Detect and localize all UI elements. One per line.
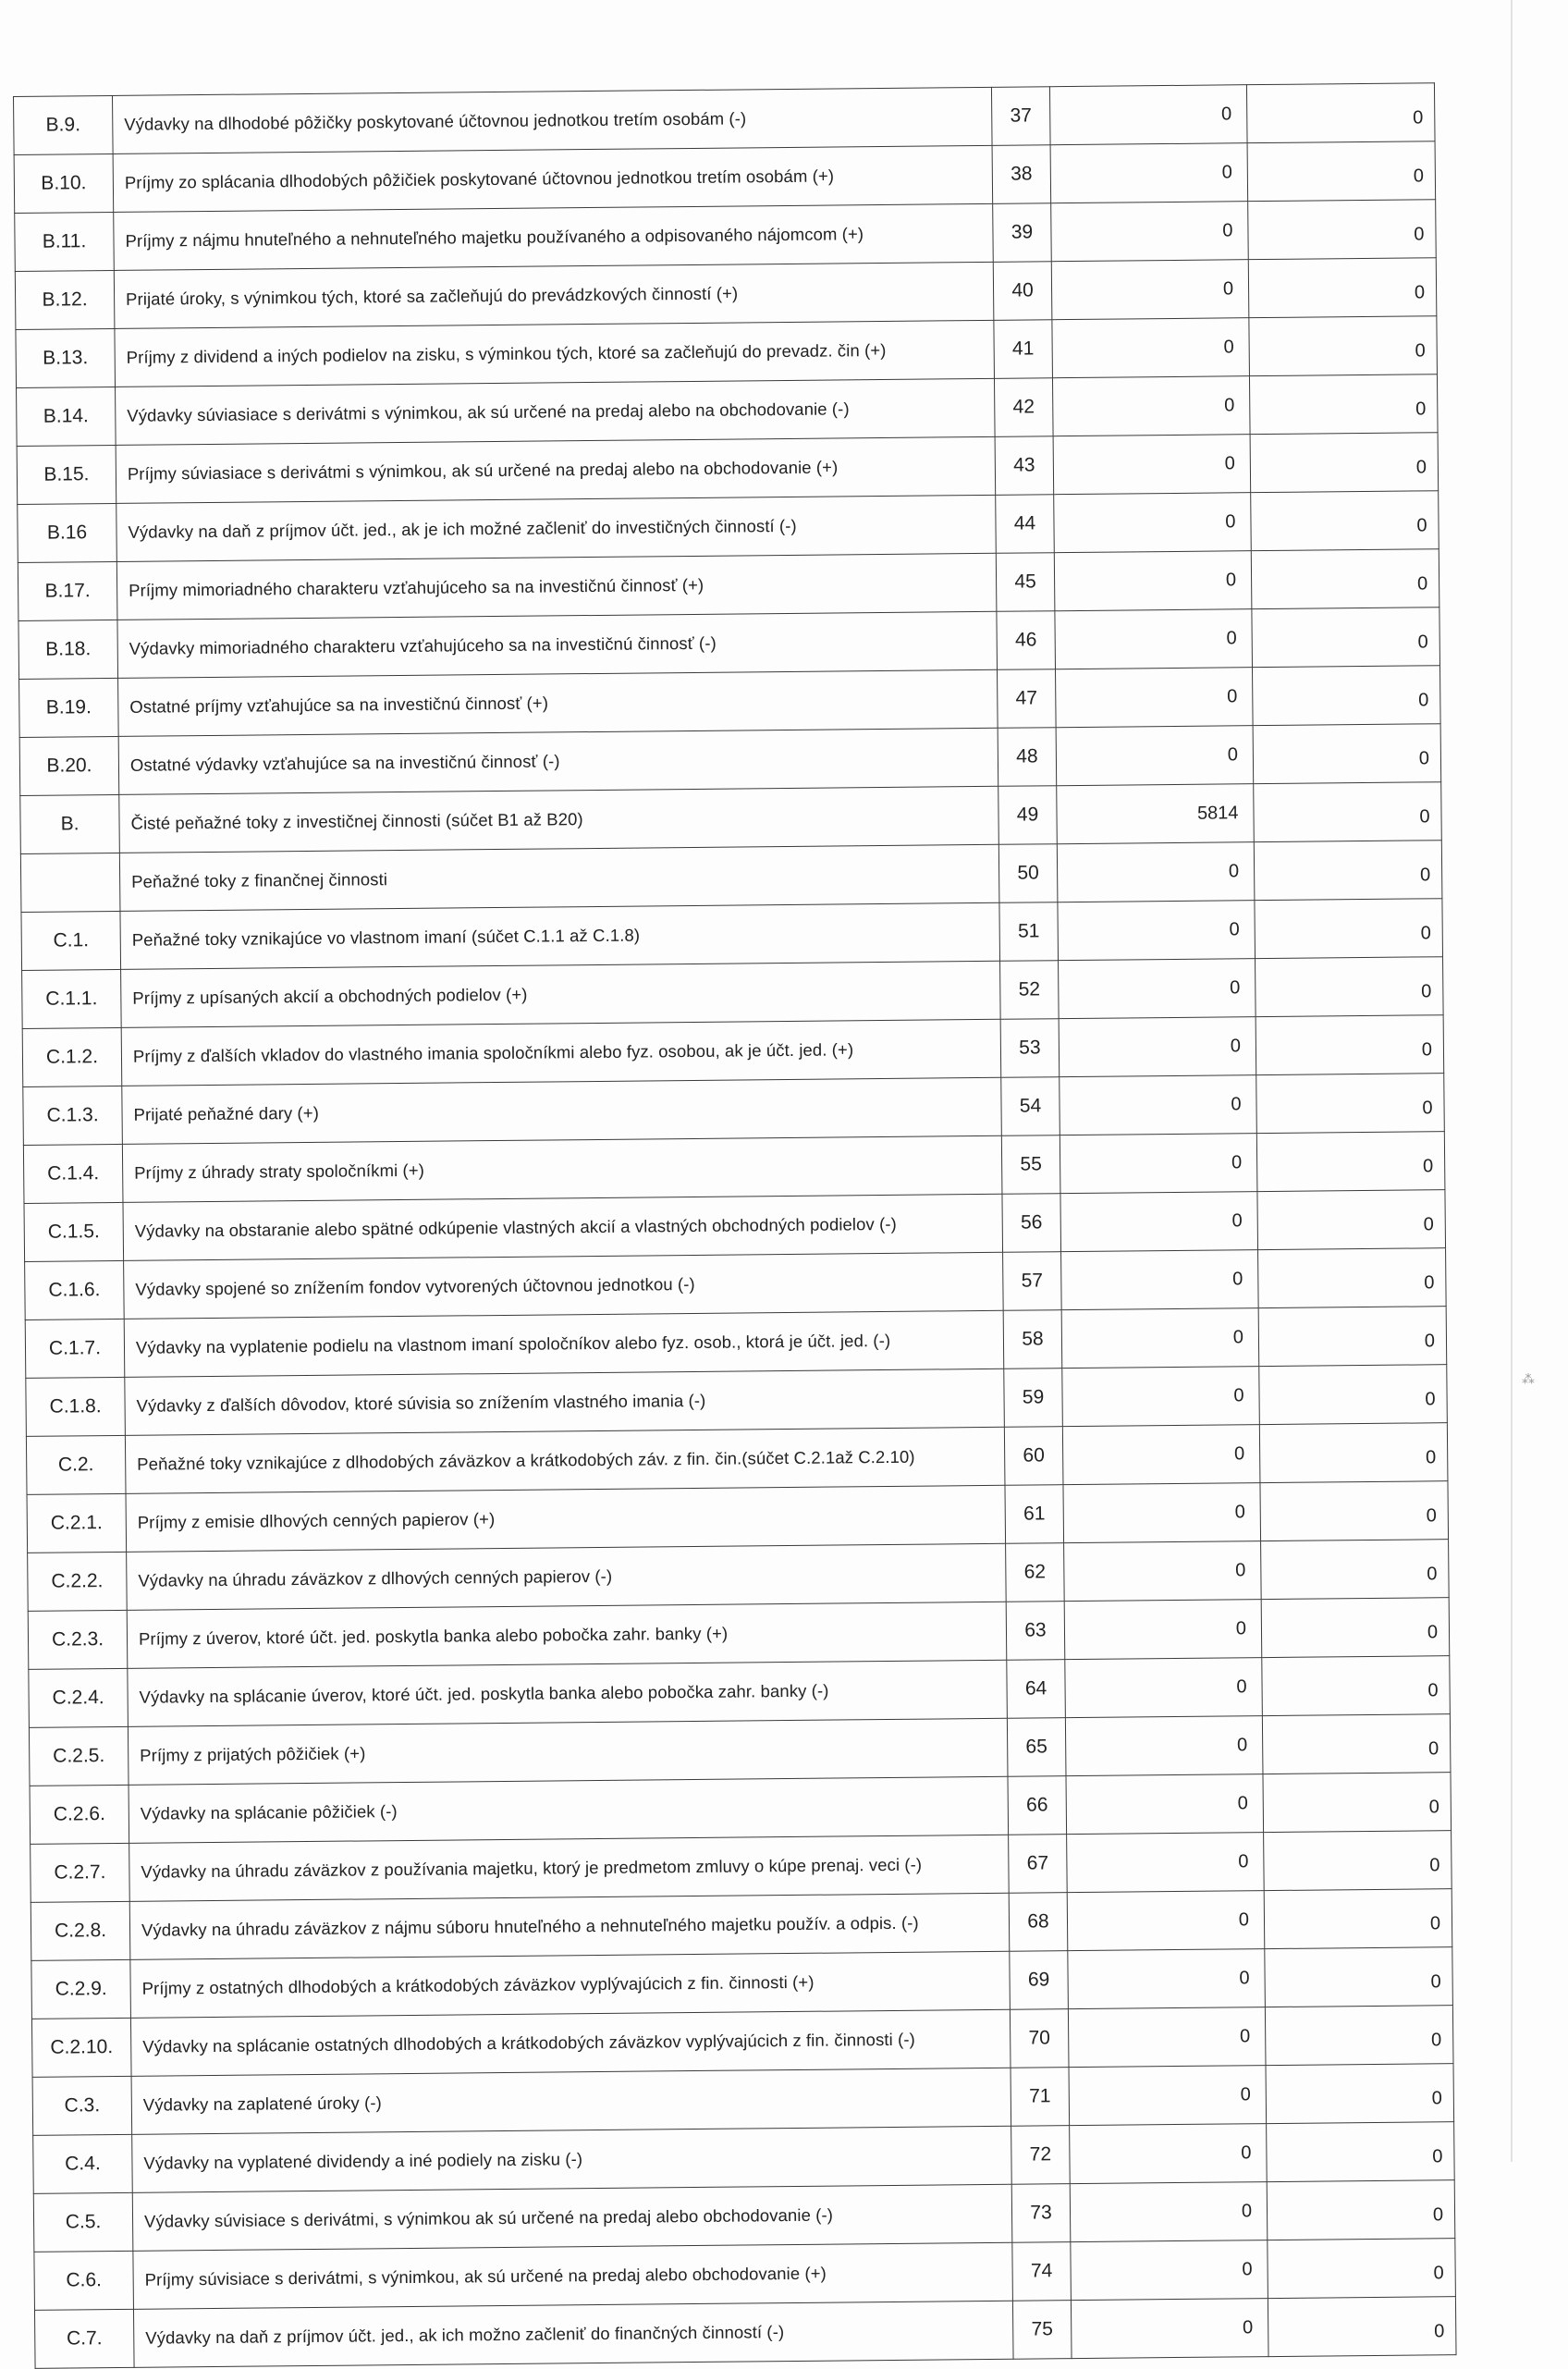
row-line-number: 43 <box>995 436 1054 496</box>
row-line-number: 38 <box>992 145 1051 204</box>
row-description: Výdavky na úhradu záväzkov z dlhových cenných papierov (-) <box>127 1543 1007 1610</box>
row-code: B.13. <box>16 328 116 387</box>
row-line-number: 49 <box>998 786 1058 845</box>
row-previous-period-value: 0 <box>1267 2180 1455 2240</box>
row-line-number: 70 <box>1010 2009 1069 2068</box>
row-previous-period-value: 0 <box>1266 2064 1454 2124</box>
row-code: C.1.8. <box>26 1377 126 1436</box>
row-current-period-value: 5814 <box>1057 784 1255 844</box>
row-current-period-value: 0 <box>1051 202 1249 262</box>
row-code: B.16 <box>18 503 117 562</box>
row-current-period-value: 0 <box>1061 1308 1259 1369</box>
row-code: C.2.7. <box>31 1843 130 1902</box>
row-previous-period-value: 0 <box>1262 1656 1451 1716</box>
row-previous-period-value: 0 <box>1249 316 1438 376</box>
row-description: Príjmy z ďalších vkladov do vlastného imania spoločníkmi alebo fyz. osobou, ak je účt. jed. (+) <box>121 1019 1001 1086</box>
row-description: Príjmy z nájmu hnuteľného a nehnuteľného majetku používaného a odpisovaného nájomcom (+) <box>114 203 994 270</box>
row-current-period-value: 0 <box>1068 2007 1266 2068</box>
cash-flow-sheet <box>13 83 1445 2369</box>
row-previous-period-value: 0 <box>1261 1540 1450 1600</box>
row-code: B.19. <box>19 678 119 737</box>
row-code: C.2.4. <box>29 1668 129 1727</box>
row-code: C.1.5. <box>24 1202 124 1261</box>
row-previous-period-value: 0 <box>1259 1423 1448 1483</box>
row-line-number: 69 <box>1010 1951 1069 2010</box>
row-previous-period-value: 0 <box>1256 1132 1445 1192</box>
row-previous-period-value: 0 <box>1251 491 1439 551</box>
row-code <box>20 853 120 912</box>
row-line-number: 51 <box>999 902 1059 962</box>
row-description: Príjmy z emisie dlhových cenných papierov (+) <box>126 1485 1006 1552</box>
row-code: C.1.7. <box>25 1319 125 1378</box>
row-current-period-value: 0 <box>1071 2299 1268 2359</box>
row-description: Príjmy z prijatých pôžičiek (+) <box>128 1718 1008 1785</box>
row-previous-period-value: 0 <box>1253 724 1441 784</box>
row-code: C.2.5. <box>29 1726 129 1786</box>
row-description: Výdavky na daň z príjmov účt. jed., ak je ich možné začleniť do investičných činností (-) <box>116 495 997 561</box>
row-code: B. <box>20 794 120 853</box>
row-previous-period-value: 0 <box>1267 2122 1455 2182</box>
row-code: C.7. <box>34 2309 134 2368</box>
row-description: Čisté peňažné toky z investičnej činnosti (súčet B1 až B20) <box>119 786 999 853</box>
row-previous-period-value: 0 <box>1261 1598 1450 1658</box>
row-previous-period-value: 0 <box>1264 1831 1452 1891</box>
row-previous-period-value: 0 <box>1252 666 1440 726</box>
row-code: B.15. <box>17 445 116 504</box>
row-current-period-value: 0 <box>1064 1600 1262 1660</box>
row-code: C.2.10. <box>31 2018 131 2077</box>
row-current-period-value: 0 <box>1060 1192 1258 1252</box>
row-line-number: 73 <box>1011 2184 1071 2243</box>
row-description: Výdavky mimoriadného charakteru vzťahujúceho sa na investičnú činnosť (-) <box>117 611 998 678</box>
row-current-period-value: 0 <box>1063 1483 1261 1543</box>
row-previous-period-value: 0 <box>1264 1889 1452 1949</box>
row-current-period-value: 0 <box>1052 318 1250 378</box>
row-description: Ostatné príjmy vzťahujúce sa na investičnú činnosť (+) <box>118 669 998 736</box>
row-previous-period-value: 0 <box>1265 2006 1453 2066</box>
row-line-number: 52 <box>1000 961 1060 1020</box>
row-code: B.12. <box>15 270 115 329</box>
scan-speck-mark: ⁂ <box>1522 1371 1535 1386</box>
scan-page-edge <box>1511 0 1513 2162</box>
row-line-number: 62 <box>1006 1543 1065 1602</box>
row-current-period-value: 0 <box>1067 1891 1265 1951</box>
row-description: Príjmy z dividend a iných podielov na zisku, s výminkou tých, ktoré sa začleňujú do prevadz. čin (+) <box>115 320 995 387</box>
row-description: Príjmy súviasiace s derivátmi s výnimkou, ak sú určené na predaj alebo na obchodovanie (+) <box>116 436 996 503</box>
row-line-number: 68 <box>1009 1893 1068 1952</box>
row-description: Prijaté úroky, s výnimkou tých, ktoré sa začleňujú do prevádzkových činností (+) <box>114 262 994 328</box>
row-previous-period-value: 0 <box>1249 374 1438 435</box>
row-current-period-value: 0 <box>1066 1774 1264 1835</box>
row-description: Príjmy z úverov, ktoré účt. jed. poskytla banka alebo pobočka zahr. banky (+) <box>127 1602 1007 1668</box>
row-line-number: 56 <box>1002 1194 1061 1253</box>
row-code: C.2. <box>26 1435 126 1494</box>
row-code: C.2.3. <box>28 1610 128 1669</box>
row-code: C.2.1. <box>27 1493 127 1553</box>
row-current-period-value: 0 <box>1056 726 1254 786</box>
row-line-number: 40 <box>993 262 1052 321</box>
row-code: B.17. <box>18 561 117 620</box>
row-current-period-value: 0 <box>1057 842 1255 902</box>
row-current-period-value: 0 <box>1065 1658 1263 1718</box>
row-line-number: 63 <box>1006 1602 1065 1661</box>
row-description: Výdavky súviasiace s derivátmi s výnimkou, ak sú určené na predaj alebo na obchodovanie (-) <box>116 378 996 445</box>
row-description: Peňažné toky vznikajúce vo vlastnom imaní (súčet C.1.1 až C.1.8) <box>120 902 1000 969</box>
row-code: C.2.9. <box>31 1959 131 2019</box>
row-current-period-value: 0 <box>1060 1075 1257 1135</box>
row-line-number: 64 <box>1007 1660 1066 1719</box>
row-line-number: 72 <box>1011 2126 1071 2185</box>
row-code: C.6. <box>34 2251 134 2310</box>
row-previous-period-value: 0 <box>1265 1947 1453 2007</box>
row-line-number: 41 <box>994 320 1053 379</box>
row-previous-period-value: 0 <box>1256 1074 1445 1134</box>
row-line-number: 39 <box>993 203 1052 263</box>
row-previous-period-value: 0 <box>1256 1015 1444 1075</box>
row-current-period-value: 0 <box>1070 2124 1268 2184</box>
cash-flow-table-body <box>14 83 1457 2369</box>
row-previous-period-value: 0 <box>1268 2239 1456 2299</box>
row-code: C.4. <box>33 2134 133 2193</box>
row-previous-period-value: 0 <box>1250 433 1439 493</box>
row-previous-period-value: 0 <box>1258 1307 1447 1367</box>
row-description: Výdavky na splácanie pôžičiek (-) <box>129 1776 1009 1843</box>
row-line-number: 59 <box>1004 1369 1063 1428</box>
row-line-number: 74 <box>1012 2242 1072 2301</box>
row-previous-period-value: 0 <box>1252 608 1440 668</box>
row-description: Príjmy z ostatných dlhodobých a krátkodobých záväzkov vyplývajúcich z fin. činnosti (+) <box>130 1951 1011 2018</box>
row-description: Výdavky spojené so znížením fondov vytvorených účtovnou jednotkou (-) <box>124 1252 1004 1319</box>
row-line-number: 75 <box>1012 2301 1072 2360</box>
row-current-period-value: 0 <box>1067 1833 1265 1893</box>
row-description: Výdavky na vyplatené dividendy a iné podiely na zisku (-) <box>132 2126 1012 2192</box>
row-current-period-value: 0 <box>1062 1367 1260 1427</box>
row-current-period-value: 0 <box>1071 2240 1268 2301</box>
row-description: Príjmy súvisiace s derivátmi, s výnimkou, ak sú určené na predaj alebo obchodovanie (+) <box>133 2242 1013 2309</box>
row-line-number: 58 <box>1003 1310 1062 1369</box>
row-description: Výdavky z ďalších dôvodov, ktoré súvisia so znížením vlastného imania (-) <box>125 1369 1005 1435</box>
row-code: C.1.1. <box>22 969 122 1028</box>
row-line-number: 47 <box>998 669 1057 729</box>
row-previous-period-value: 0 <box>1246 83 1435 143</box>
row-current-period-value: 0 <box>1054 551 1252 611</box>
row-description: Výdavky na splácanie úverov, ktoré účt. jed. poskytla banka alebo pobočka zahr. banky (-) <box>128 1660 1008 1726</box>
row-current-period-value: 0 <box>1061 1250 1259 1310</box>
row-line-number: 61 <box>1005 1485 1064 1544</box>
row-previous-period-value: 0 <box>1251 549 1439 609</box>
row-description: Príjmy zo splácania dlhodobých pôžičiek poskytované účtovnou jednotkou tretím osobám (+) <box>113 145 993 212</box>
row-description: Výdavky na obstaranie alebo spätné odkúpenie vlastných akcií a vlastných obchodných podielov (-) <box>123 1194 1003 1260</box>
row-previous-period-value: 0 <box>1254 782 1442 842</box>
row-previous-period-value: 0 <box>1247 141 1436 202</box>
row-current-period-value: 0 <box>1060 1134 1257 1194</box>
row-code: C.1.6. <box>25 1260 125 1320</box>
row-line-number: 60 <box>1004 1427 1063 1486</box>
row-line-number: 48 <box>998 728 1057 787</box>
row-previous-period-value: 0 <box>1257 1190 1446 1250</box>
row-current-period-value: 0 <box>1049 85 1247 145</box>
row-line-number: 54 <box>1001 1077 1060 1136</box>
row-code: B.18. <box>18 620 118 679</box>
row-line-number: 55 <box>1001 1135 1060 1195</box>
row-code: C.2.6. <box>30 1785 129 1844</box>
cash-flow-table <box>13 82 1457 2369</box>
row-previous-period-value: 0 <box>1248 258 1437 318</box>
row-code: C.1.4. <box>23 1144 123 1203</box>
row-line-number: 37 <box>991 87 1050 146</box>
row-current-period-value: 0 <box>1051 260 1249 320</box>
row-previous-period-value: 0 <box>1258 1248 1447 1308</box>
row-line-number: 50 <box>998 844 1058 903</box>
row-current-period-value: 0 <box>1056 668 1254 728</box>
row-code: C.1.3. <box>23 1086 123 1145</box>
row-previous-period-value: 0 <box>1259 1365 1448 1425</box>
row-line-number: 42 <box>994 378 1053 437</box>
row-current-period-value: 0 <box>1065 1716 1263 1776</box>
row-line-number: 66 <box>1008 1776 1067 1835</box>
row-description: Výdavky na úhradu záväzkov z používania majetku, ktorý je predmetom zmluvy o kúpe prenaj. veci (-) <box>129 1835 1010 1901</box>
row-previous-period-value: 0 <box>1254 841 1442 901</box>
row-current-period-value: 0 <box>1050 143 1248 203</box>
row-previous-period-value: 0 <box>1256 957 1444 1017</box>
row-current-period-value: 0 <box>1059 1017 1256 1077</box>
row-description: Peňažné toky vznikajúce z dlhodobých záväzkov a krátkodobých záv. z fin. čin.(súčet C.2.1až C.2.10) <box>125 1427 1005 1493</box>
row-description: Výdavky na vyplatenie podielu na vlastnom imaní spoločníkov alebo fyz. osob., ktorá je účt. jed. (-) <box>124 1310 1004 1377</box>
row-code: C.1.2. <box>22 1027 122 1086</box>
row-description: Výdavky na dlhodobé pôžičky poskytované účtovnou jednotkou tretím osobám (-) <box>112 87 992 153</box>
row-code: B.20. <box>19 736 119 795</box>
row-previous-period-value: 0 <box>1255 899 1443 959</box>
row-current-period-value: 0 <box>1053 435 1251 495</box>
row-line-number: 46 <box>997 611 1056 670</box>
row-current-period-value: 0 <box>1055 609 1253 669</box>
row-current-period-value: 0 <box>1069 2066 1267 2126</box>
row-description: Výdavky na splácanie ostatných dlhodobých a krátkodobých záväzkov vyplývajúcich z fin. činnosti (-) <box>130 2009 1011 2076</box>
row-current-period-value: 0 <box>1068 1949 1266 2009</box>
row-description: Výdavky na úhradu záväzkov z nájmu súboru hnuteľného a nehnuteľného majetku použív. a odpis. (-) <box>129 1893 1010 1959</box>
row-previous-period-value: 0 <box>1248 200 1437 260</box>
row-code: B.11. <box>15 212 115 271</box>
row-description: Príjmy mimoriadného charakteru vzťahujúceho sa na investičnú činnosť (+) <box>116 553 997 620</box>
row-description: Príjmy z upísaných akcií a obchodných podielov (+) <box>121 961 1001 1027</box>
row-current-period-value: 0 <box>1062 1425 1260 1485</box>
row-line-number: 44 <box>996 495 1055 554</box>
row-code: B.9. <box>14 95 114 154</box>
row-current-period-value: 0 <box>1058 901 1256 961</box>
table-row <box>34 2297 1456 2369</box>
row-code: C.3. <box>32 2076 132 2135</box>
row-description: Peňažné toky z finančnej činnosti <box>119 844 999 911</box>
row-previous-period-value: 0 <box>1263 1773 1452 1833</box>
row-description: Výdavky súvisiace s derivátmi, s výnimkou ak sú určené na predaj alebo obchodovanie (-) <box>132 2184 1012 2251</box>
row-line-number: 57 <box>1003 1252 1062 1311</box>
row-line-number: 45 <box>996 553 1055 612</box>
row-description: Prijaté peňažné dary (+) <box>122 1077 1002 1144</box>
row-previous-period-value: 0 <box>1268 2297 1456 2357</box>
row-description: Výdavky na zaplatené úroky (-) <box>131 2068 1011 2134</box>
row-description: Výdavky na daň z príjmov účt. jed., ak ich možno začleniť do finančných činností (-) <box>133 2301 1013 2367</box>
row-description: Príjmy z úhrady straty spoločníkmi (+) <box>122 1135 1002 1202</box>
row-current-period-value: 0 <box>1059 959 1256 1019</box>
row-code: C.1. <box>21 911 121 970</box>
row-code: B.10. <box>14 153 114 213</box>
row-line-number: 65 <box>1007 1718 1066 1777</box>
row-current-period-value: 0 <box>1052 376 1250 436</box>
row-current-period-value: 0 <box>1064 1541 1262 1602</box>
row-line-number: 71 <box>1011 2068 1070 2127</box>
row-current-period-value: 0 <box>1054 493 1252 553</box>
row-current-period-value: 0 <box>1070 2182 1268 2242</box>
row-line-number: 53 <box>1000 1019 1060 1078</box>
row-previous-period-value: 0 <box>1262 1714 1451 1774</box>
row-description: Ostatné výdavky vzťahujúce sa na investičnú činnosť (-) <box>118 728 998 794</box>
row-code: C.5. <box>33 2192 133 2252</box>
row-previous-period-value: 0 <box>1260 1481 1449 1541</box>
row-code: C.2.8. <box>31 1901 130 1960</box>
row-line-number: 67 <box>1009 1835 1068 1894</box>
row-code: C.2.2. <box>28 1552 128 1611</box>
row-code: B.14. <box>17 387 116 446</box>
